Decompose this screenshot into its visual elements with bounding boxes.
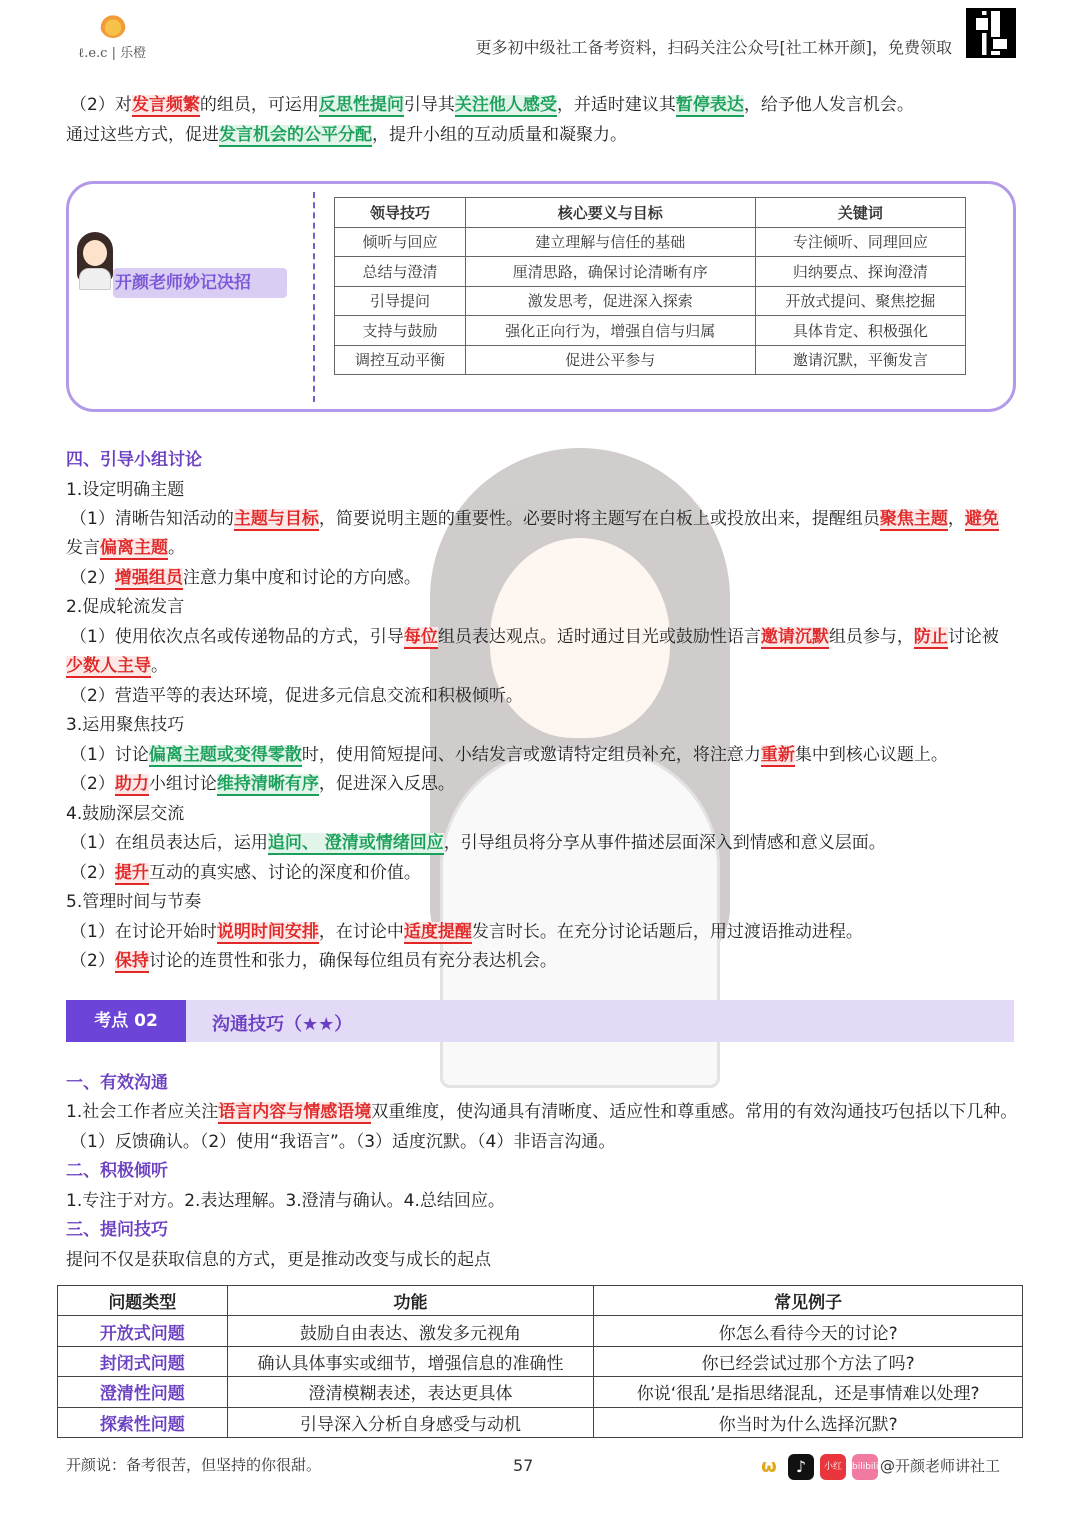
text: ，简要说明主题的重要性。必要时将主题写在白板上或投放出来，提醒组员	[318, 509, 880, 529]
highlight-red: 偏离主题	[100, 538, 168, 558]
highlight-green: 维持清晰有序	[216, 774, 319, 794]
highlight-red: 避免	[964, 509, 999, 529]
text: 组员表达观点。适时通过目光或鼓励性语言	[437, 627, 761, 647]
paragraph-line	[70, 948, 557, 974]
text: 发言	[66, 538, 100, 558]
text: ，引导组员将分享从事件描述层面深入到情感和意义层面。	[443, 833, 886, 853]
intro-line-2	[66, 122, 627, 148]
text: 1.社会工作者应关注	[66, 1102, 219, 1122]
text: （2）	[70, 951, 115, 971]
highlight-red: 增强组员	[114, 568, 183, 588]
text: 的组员，可运用	[199, 95, 319, 115]
highlight-green: 关注他人感受	[454, 95, 557, 115]
tip-label: 开颜老师妙记决招	[113, 268, 287, 298]
table-header-row	[58, 1286, 1023, 1316]
table-cell: 邀请沉默，平衡发言	[755, 345, 965, 375]
text: ，给予他人发言机会。	[743, 95, 914, 115]
table-cell: 你当时为什么选择沉默?	[594, 1407, 1023, 1437]
text: ，在讨论中	[318, 922, 404, 942]
paragraph-line	[70, 771, 455, 797]
highlight-red: 邀请沉默	[760, 627, 829, 647]
paragraph-line	[70, 919, 863, 945]
text: （1）在组员表达后，运用	[70, 833, 268, 853]
section-heading: 三、提问技巧	[66, 1220, 168, 1240]
paragraph-line: 提问不仅是获取信息的方式，更是推动改变与成长的起点	[66, 1250, 491, 1270]
dashed-divider	[313, 192, 315, 402]
qr-code-icon[interactable]	[966, 8, 1016, 58]
paragraph-line	[70, 742, 948, 768]
table-row	[335, 316, 966, 346]
text: ，并适时建议其	[556, 95, 676, 115]
sun-logo-icon	[100, 12, 126, 38]
table-row	[58, 1316, 1023, 1346]
table-cell: 澄清模糊表述，表达更具体	[227, 1377, 594, 1407]
paragraph-line	[66, 1099, 1017, 1125]
exam-point-banner	[66, 1000, 1014, 1042]
highlight-green: 暂停表达	[675, 95, 744, 115]
paragraph-line: （2）营造平等的表达环境，促进多元信息交流和积极倾听。	[70, 686, 523, 706]
text: ，提升小组的互动质量和凝聚力。	[372, 125, 627, 145]
highlight-red: 发言频繁	[131, 95, 200, 115]
highlight-red: 助力	[114, 774, 149, 794]
question-type-cell: 澄清性问题	[58, 1377, 228, 1407]
xiaohongshu-icon[interactable]: 小红书	[820, 1454, 846, 1480]
paragraph-line	[70, 830, 886, 856]
highlight-red: 主题与目标	[233, 509, 319, 529]
text: （1）清晰告知活动的	[70, 509, 234, 529]
promo-text: 更多初中级社工备考资料，扫码关注公众号[社工林开颜]，免费领取	[475, 38, 952, 57]
table-cell: 确认具体事实或细节，增强信息的准确性	[227, 1346, 594, 1376]
memory-tip-box	[66, 181, 1016, 412]
table-header: 常见例子	[594, 1286, 1023, 1316]
text: 讨论的连贯性和张力，确保每位组员有充分表达机会。	[148, 951, 557, 971]
section-heading: 四、引导小组讨论	[66, 450, 202, 470]
subheading: 3.运用聚焦技巧	[66, 715, 185, 735]
teacher-watermark-image	[420, 448, 740, 1088]
table-cell: 引导提问	[335, 286, 466, 316]
table-cell: 厘清思路，确保讨论清晰有序	[465, 257, 755, 287]
subheading: 1.设定明确主题	[66, 480, 185, 500]
text: （2）	[70, 568, 115, 588]
leadership-skills-table	[334, 197, 966, 375]
page-number: 57	[513, 1456, 534, 1475]
table-header: 问题类型	[58, 1286, 228, 1316]
paragraph-line	[70, 860, 421, 886]
table-row	[58, 1346, 1023, 1376]
highlight-green: 偏离主题或变得零散	[148, 745, 302, 765]
paragraph-line	[70, 565, 421, 591]
text: 。	[168, 538, 185, 558]
wechat-icon[interactable]: ω	[756, 1454, 782, 1480]
table-cell: 倾听与回应	[335, 227, 466, 257]
intro-line-1	[70, 92, 914, 118]
table-cell: 引导深入分析自身感受与动机	[227, 1407, 594, 1437]
text: 组员参与，	[828, 627, 914, 647]
highlight-red: 适度提醒	[403, 922, 472, 942]
text: （1）在讨论开始时	[70, 922, 217, 942]
text: 。	[151, 656, 168, 676]
exam-point-tag: 考点 02	[66, 1000, 186, 1042]
table-row	[58, 1377, 1023, 1407]
table-cell: 你说‘很乱’是指思绪混乱，还是事情难以处理?	[594, 1377, 1023, 1407]
highlight-red: 防止	[913, 627, 948, 647]
question-types-table	[57, 1285, 1023, 1438]
table-cell: 总结与澄清	[335, 257, 466, 287]
text: 双重维度，使沟通具有清晰度、适应性和尊重感。常用的有效沟通技巧包括以下几种。	[371, 1102, 1018, 1122]
text: ，促进深入反思。	[318, 774, 455, 794]
table-cell: 激发思考，促进深入探索	[465, 286, 755, 316]
text: （1）讨论	[70, 745, 149, 765]
paragraph-line: 1.专注于对方。2.表达理解。3.澄清与确认。4.总结回应。	[66, 1191, 505, 1211]
paragraph-line: （1）反馈确认。（2）使用“我语言”。（3）适度沉默。（4）非语言沟通。	[70, 1132, 616, 1152]
table-cell: 开放式提问、聚焦挖掘	[755, 286, 965, 316]
highlight-red: 少数人主导	[66, 656, 151, 676]
highlight-red: 语言内容与情感语境	[218, 1102, 372, 1122]
exam-point-title: 沟通技巧（★★）	[212, 1014, 353, 1035]
text: （2）	[70, 863, 115, 883]
text: 集中到核心议题上。	[794, 745, 948, 765]
douyin-icon[interactable]: ♪	[788, 1454, 814, 1480]
bilibili-icon[interactable]: bilibili	[852, 1454, 878, 1480]
highlight-red: 每位	[403, 627, 438, 647]
table-cell: 归纳要点、探询澄清	[755, 257, 965, 287]
table-row	[335, 345, 966, 375]
table-row	[335, 257, 966, 287]
highlight-red: 说明时间安排	[216, 922, 319, 942]
highlight-red: 提升	[114, 863, 149, 883]
highlight-red: 聚焦主题	[879, 509, 948, 529]
paragraph-line	[70, 624, 999, 650]
section-heading: 一、有效沟通	[66, 1073, 168, 1093]
text: 通过这些方式，促进	[66, 125, 219, 145]
table-cell: 支持与鼓励	[335, 316, 466, 346]
text: 注意力集中度和讨论的方向感。	[182, 568, 421, 588]
paragraph-line	[66, 535, 185, 561]
table-header: 领导技巧	[335, 198, 466, 228]
text: 讨论被	[947, 627, 999, 647]
table-cell: 你怎么看待今天的讨论?	[594, 1316, 1023, 1346]
table-header-row	[335, 198, 966, 228]
table-row	[335, 286, 966, 316]
text: 发言时长。在充分讨论话题后，用过渡语推动进程。	[471, 922, 863, 942]
subheading: 4.鼓励深层交流	[66, 804, 185, 824]
teacher-avatar	[75, 232, 115, 290]
logo-text: ℓ.e.c | 乐橙	[78, 46, 147, 61]
text: （2）对	[70, 95, 132, 115]
subheading: 2.促成轮流发言	[66, 597, 185, 617]
question-type-cell: 开放式问题	[58, 1316, 228, 1346]
highlight-green: 反思性提问	[318, 95, 404, 115]
table-cell: 专注倾听、同理回应	[755, 227, 965, 257]
paragraph-line	[70, 506, 999, 532]
highlight-red: 保持	[114, 951, 149, 971]
text: 引导其	[403, 95, 455, 115]
highlight-red: 重新	[760, 745, 795, 765]
highlight-green: 追问、 澄清或情绪回应	[267, 833, 444, 853]
text: 互动的真实感、讨论的深度和价值。	[148, 863, 421, 883]
table-cell: 强化正向行为，增强自信与归属	[465, 316, 755, 346]
section-heading: 二、积极倾听	[66, 1161, 168, 1181]
text: （2）	[70, 774, 115, 794]
page-header	[0, 0, 1080, 70]
table-cell: 建立理解与信任的基础	[465, 227, 755, 257]
social-handle: @开颜老师讲社工	[880, 1457, 1001, 1475]
brand-logo	[78, 12, 148, 62]
paragraph-line	[66, 653, 168, 679]
table-row	[335, 227, 966, 257]
footer-motto: 开颜说：备考很苦，但坚持的你很甜。	[66, 1456, 322, 1474]
text: 小组讨论	[148, 774, 217, 794]
table-cell: 鼓励自由表达、激发多元视角	[227, 1316, 594, 1346]
subheading: 5.管理时间与节奏	[66, 892, 202, 912]
highlight-green: 发言机会的公平分配	[219, 125, 372, 145]
table-cell: 你已经尝试过那个方法了吗?	[594, 1346, 1023, 1376]
text: ，	[947, 509, 965, 529]
text: （1）使用依次点名或传递物品的方式，引导	[70, 627, 404, 647]
question-type-cell: 封闭式问题	[58, 1346, 228, 1376]
text: 时，使用简短提问、小结发言或邀请特定组员补充，将注意力	[301, 745, 761, 765]
table-row	[58, 1407, 1023, 1437]
table-cell: 促进公平参与	[465, 345, 755, 375]
table-cell: 具体肯定、积极强化	[755, 316, 965, 346]
social-icons	[756, 1452, 879, 1498]
table-header: 核心要义与目标	[465, 198, 755, 228]
question-type-cell: 探索性问题	[58, 1407, 228, 1437]
table-cell: 调控互动平衡	[335, 345, 466, 375]
table-header: 关键词	[755, 198, 965, 228]
table-header: 功能	[227, 1286, 594, 1316]
